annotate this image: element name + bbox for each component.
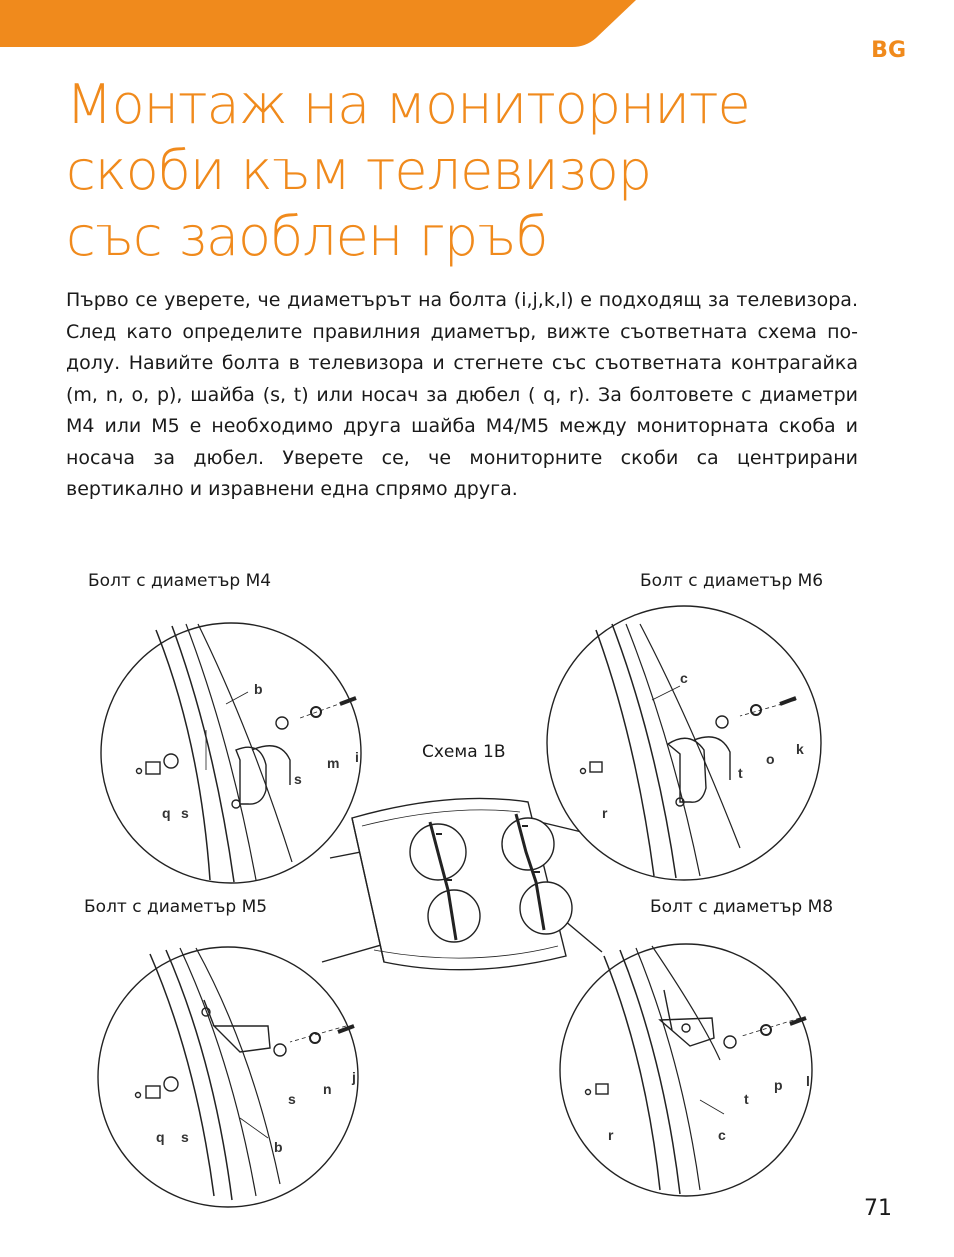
label-m8-t: t	[744, 1091, 749, 1107]
top-accent-bar	[0, 0, 954, 50]
tv-back-illustration	[352, 798, 572, 969]
label-m5-n: n	[323, 1081, 332, 1097]
instruction-paragraph: Първо се уверете, че диаметърът на болта (i,j,k,l) е подходящ за телевизора. След като определите правилния диаметър, вижте съответната схема по-долу. Навийте болта в телевизора и стегнете със съответната контрагайка (m, n, o, p), шайба (s, t) или носач за дюбел ( q, r). За болтовете с диаметри M4 или M5 е необходимо друга шайба M4/M5 между мониторната скоба и носача за дюбел. Уверете се, че мониторните скоби са центрирани вертикално и изравнени една спрямо друга.	[66, 289, 858, 500]
detail-circle-m8	[560, 944, 812, 1196]
page-title	[66, 72, 886, 270]
label-m6-t: t	[738, 765, 743, 781]
label-m4-b: b	[254, 681, 263, 697]
title-line-3: със заоблен гръб	[66, 205, 548, 268]
label-m5-b: b	[274, 1139, 283, 1155]
caption-m8: Болт с диаметър M8	[650, 897, 834, 917]
label-m4-i: i	[355, 749, 359, 765]
caption-m4: Болт с диаметър M4	[88, 571, 272, 591]
label-m8-l: l	[806, 1073, 810, 1089]
label-m5-s2: s	[181, 1129, 189, 1145]
label-m4-q: q	[162, 805, 171, 821]
detail-circle-m4	[101, 623, 361, 883]
label-m4-s2: s	[181, 805, 189, 821]
label-m5-q: q	[156, 1129, 165, 1145]
caption-m6: Болт с диаметър M6	[640, 571, 824, 591]
title-line-2: скоби към телевизор	[66, 139, 652, 202]
label-m6-c: c	[680, 670, 688, 686]
label-m6-o: o	[766, 751, 775, 767]
caption-m5: Болт с диаметър M5	[84, 897, 268, 917]
label-m4-s: s	[294, 771, 302, 787]
label-m6-r: r	[602, 805, 608, 821]
detail-circle-m6	[547, 606, 821, 880]
language-code: BG	[871, 38, 906, 63]
label-m6-k: k	[796, 741, 804, 757]
label-m8-p: p	[774, 1077, 783, 1093]
scheme-label: Схема 1B	[422, 742, 506, 762]
label-m4-m: m	[327, 755, 340, 771]
label-m5-s: s	[288, 1091, 296, 1107]
label-m8-r: r	[608, 1127, 614, 1143]
label-m5-j: j	[352, 1069, 356, 1085]
title-line-1: Монтаж на мониторните	[66, 73, 750, 136]
mounting-diagram	[0, 590, 954, 1210]
page-number: 71	[864, 1196, 892, 1221]
label-m8-c: c	[718, 1127, 726, 1143]
detail-circle-m5	[98, 947, 358, 1207]
